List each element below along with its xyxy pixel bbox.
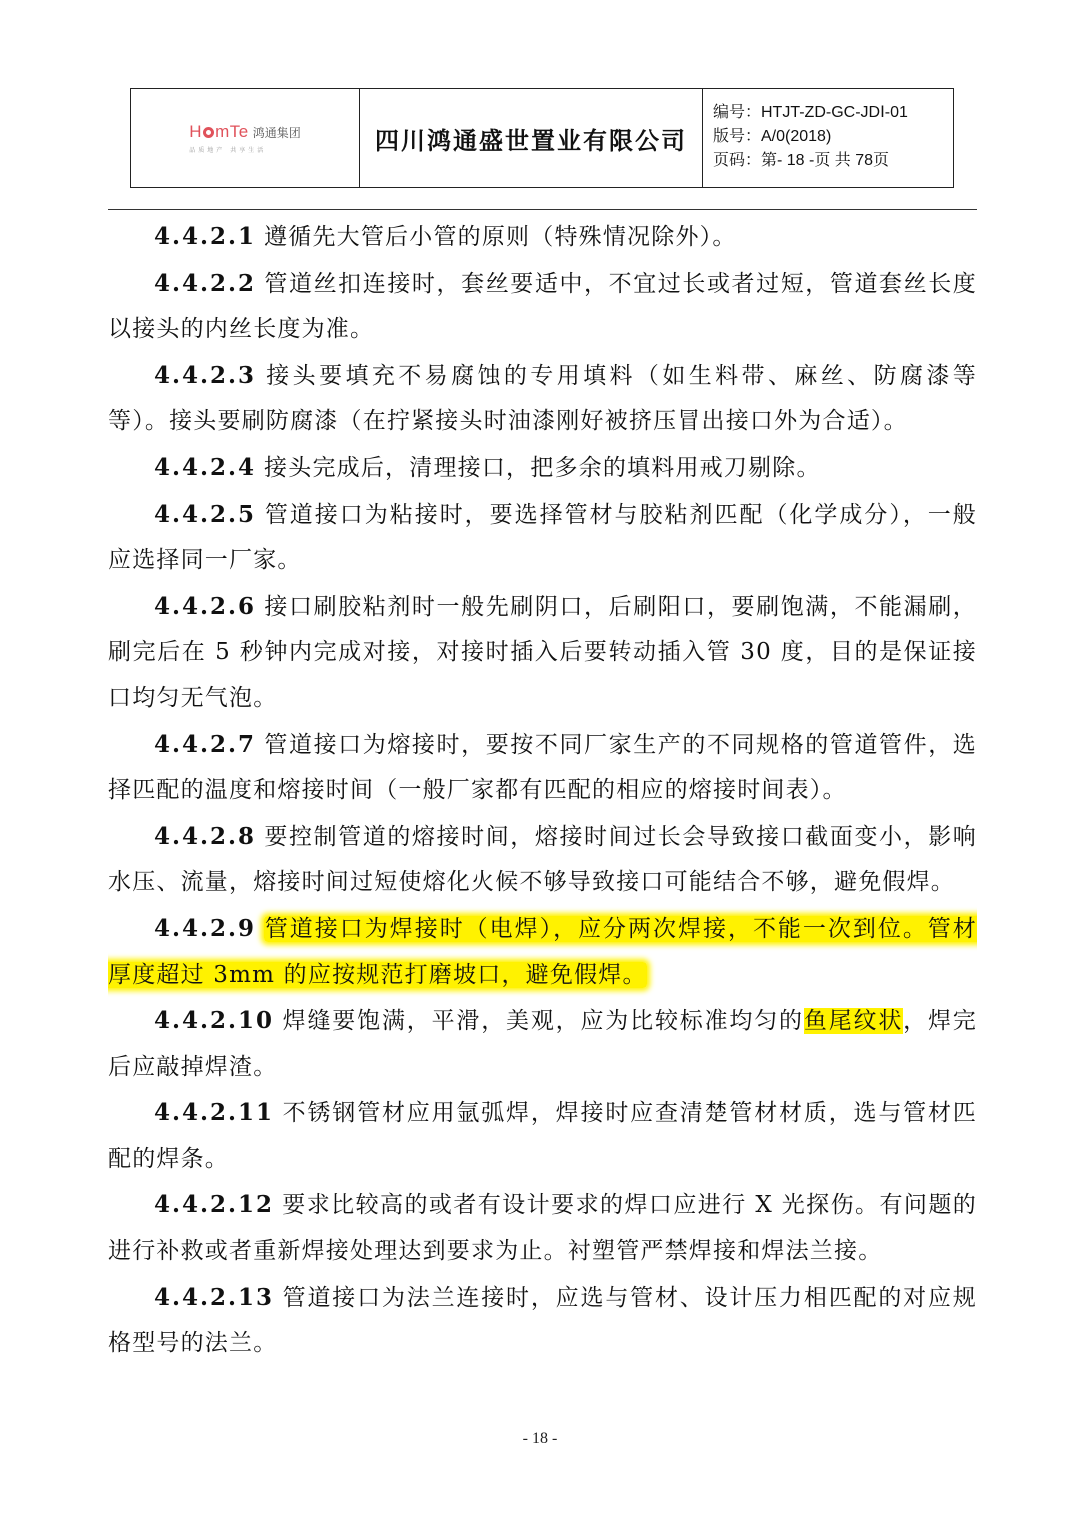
highlighted-text: 管道接口为焊接时（电焊），应分两次焊接，不能一次到位。管材厚度超过 3mm 的应按规范打磨坡口，避免假焊。 (108, 915, 977, 988)
logo-cell (131, 89, 360, 187)
section-4-4-2-1: 4.4.2.1 遵循先大管后小管的原则（特殊情况除外）。 (154, 223, 737, 250)
page-number: - 18 - (522, 1430, 558, 1447)
logo-brand: H mTe (189, 122, 249, 141)
company-logo (189, 122, 300, 154)
section-4-4-2-6: 4.4.2.6 接口刷胶粘剂时一般先刷阴口，后刷阳口，要刷饱满，不能漏刷，刷完后在 5 秒钟内完成对接，对接时插入后要转动插入管 30 度，目的是保证接口均匀无气泡。 (108, 592, 977, 711)
section-4-4-2-5: 4.4.2.5 管道接口为粘接时，要选择管材与胶粘剂匹配（化学成分），一般应选择同一厂家。 (108, 500, 977, 574)
logo-cn-name: 鸿通集团 (252, 125, 301, 140)
highlighted-text: 鱼尾纹状 (803, 1008, 904, 1035)
header-divider (108, 209, 977, 210)
document-header (130, 88, 954, 188)
doc-number: 编号：HTJT-ZD-GC-JDⅠ-01 (713, 104, 908, 121)
logo-slogan: 品质地产 共享生活 (189, 147, 267, 154)
section-4-4-2-8: 4.4.2.8 要控制管道的熔接时间，熔接时间过长会导致接口截面变小，影响水压、流量，熔接时间过短使熔化火候不够导致接口可能结合不够，避免假焊。 (108, 822, 977, 896)
section-4-4-2-10: 4.4.2.10 焊缝要饱满，平滑，美观，应为比较标准均匀的鱼尾纹状，焊完后应敲掉焊渣。 (108, 1007, 977, 1080)
section-4-4-2-12: 4.4.2.12 要求比较高的或者有设计要求的焊口应进行 X 光探伤。有问题的进行补救或者重新焊接处理达到要求为止。衬塑管严禁焊接和焊法兰接。 (108, 1191, 977, 1265)
company-name: 四川鸿通盛世置业有限公司 (360, 89, 703, 187)
section-4-4-2-2: 4.4.2.2 管道丝扣连接时，套丝要适中，不宜过长或者过短，管道套丝长度以接头的内丝长度为准。 (108, 269, 977, 343)
logo-o-mark (203, 127, 214, 138)
page-info: 页码：第- 18 -页 共 78页 (713, 152, 890, 169)
section-4-4-2-9: 4.4.2.9 管道接口为焊接时（电焊），应分两次焊接，不能一次到位。管材厚度超过 3mm 的应按规范打磨坡口，避免假焊。 (108, 914, 977, 988)
document-meta (703, 89, 953, 187)
doc-version: 版号：A/0(2018) (713, 128, 832, 145)
section-4-4-2-11: 4.4.2.11 不锈钢管材应用氩弧焊，焊接时应查清楚管材材质，选与管材匹配的焊条。 (108, 1099, 977, 1172)
document-body (108, 214, 977, 1367)
section-4-4-2-3: 4.4.2.3 接头要填充不易腐蚀的专用填料（如生料带、麻丝、防腐漆等等）。接头要刷防腐漆（在拧紧接头时油漆刚好被挤压冒出接口外为合适）。 (108, 361, 977, 435)
section-4-4-2-13: 4.4.2.13 管道接口为法兰连接时，应选与管材、设计压力相匹配的对应规格型号的法兰。 (108, 1283, 977, 1357)
section-4-4-2-7: 4.4.2.7 管道接口为熔接时，要按不同厂家生产的不同规格的管道管件，选择匹配的温度和熔接时间（一般厂家都有匹配的相应的熔接时间表）。 (108, 730, 977, 804)
section-4-4-2-4: 4.4.2.4 接头完成后，清理接口，把多余的填料用戒刀剔除。 (154, 453, 821, 481)
